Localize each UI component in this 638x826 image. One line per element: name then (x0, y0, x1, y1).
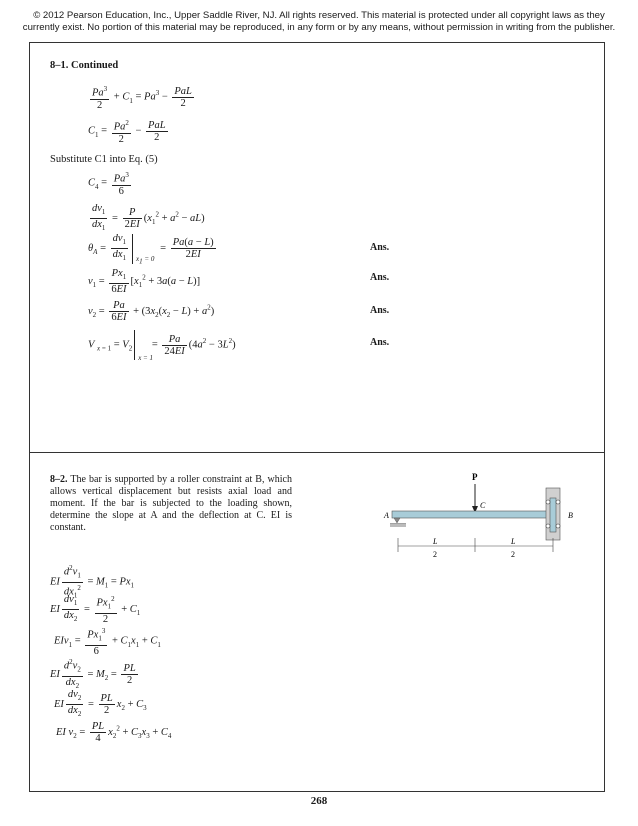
dim-left-num: L (433, 537, 438, 546)
dim-left-den: 2 (433, 550, 437, 559)
answer-label-1: Ans. (370, 242, 390, 253)
copyright-notice: © 2012 Pearson Education, Inc., Upper Saddle River, NJ. All rights reserved. This material is protected under all copyright laws as they currently exist. No portion of this material may be reproduced, in any form or by any means, without permission in writing from the publisher. (22, 10, 616, 33)
load-label: P (472, 472, 478, 482)
problem-statement (50, 474, 292, 534)
roller-plate-b (550, 498, 556, 532)
equation-4: $\frac{dv_1}{dx_1}$ = $\frac{P}{2EI}$ $(x_1^2 + a^2 - aL)$ (92, 203, 205, 233)
point-c-label: C (480, 501, 486, 510)
equation-8: V $_{x = 1} = V_2$ x = 1 = $\frac{Pa}{24EI}$ $(4a^2 - 3L^2)$ (88, 330, 236, 360)
section-divider (30, 452, 604, 453)
equation-2: $C_1$ = $\frac{Pa^2}{2}$ − $\frac{\text{PaL}}{2}$ (88, 119, 166, 145)
ground-hatch-a (390, 524, 406, 527)
equation-5: $\theta_A$ = $\frac{dv_1}{dx_1}$ $x_1 = 0$ = $\frac{Pa(a - L)}{2EI}$ (88, 233, 214, 266)
dim-right-den: 2 (511, 550, 515, 559)
equation-12: EI $\frac{d^2v_2}{dx_2}$ = $M_2$ = $\frac{PL}{2}$ (50, 658, 136, 690)
equation-3: $C_4$ = $\frac{Pa^3}{6}$ (88, 171, 129, 197)
equation-10: EI $\frac{dv_1}{dx_2}$ = $\frac{Px_1^2}{2}$ + $C_1$ (50, 594, 141, 625)
point-a-label: A (384, 511, 389, 520)
equation-13: EI $\frac{dv_2}{dx_2}$ = $\frac{PL}{2}$ $x_2 + C_3$ (54, 689, 147, 719)
answer-label-2: Ans. (370, 272, 390, 283)
equation-7: $v_2$ = $\frac{Pa}{6EI}$ + $(3x_2(x_2 - L) + a^2)$ (88, 300, 215, 323)
equation-11: EIv$_1$ = $\frac{Px_1^3}{6}$ + $C_1x_1 + C_1$ (54, 627, 161, 657)
equation-14: EI $v_2$ = $\frac{PL}{4}$ $x_2^2 + C_3x_3 + C_4$ (56, 721, 172, 744)
beam-figure (370, 468, 596, 580)
roller-4 (556, 524, 560, 528)
answer-label-3: Ans. (370, 305, 390, 316)
beam (392, 511, 550, 518)
roller-3 (546, 524, 550, 528)
section-heading: 8–1. Continued (50, 60, 119, 71)
equation-9: EI $\frac{d^2v_1}{dx_1^2}$ = $M_1 = Px_1$ (50, 564, 135, 600)
pin-support-a (394, 518, 400, 523)
roller-1 (546, 500, 550, 504)
dim-right-num: L (511, 537, 516, 546)
roller-2 (556, 500, 560, 504)
answer-label-4: Ans. (370, 337, 390, 348)
problem-number: 8–2. (50, 474, 68, 485)
point-b-label: B (568, 511, 573, 520)
equation-1: $\frac{Pa^3}{2}$ + $C_1 = Pa^3$ − $\frac{\text{PaL}}{2}$ (92, 85, 192, 111)
substitute-text: Substitute C1 into Eq. (5) (50, 154, 158, 165)
problem-text: The bar is supported by a roller constraint at B, which allows vertical displacement but resists axial load and moment. If the bar is subjected to the loading shown, determine the slope at A and the deflection at C. EI is constant. (50, 474, 292, 533)
equation-6: $v_1$ = $\frac{Px_1}{6EI}$ $[x_1^2 + 3a(a - L)]$ (88, 268, 201, 296)
page-number: 268 (310, 795, 328, 807)
